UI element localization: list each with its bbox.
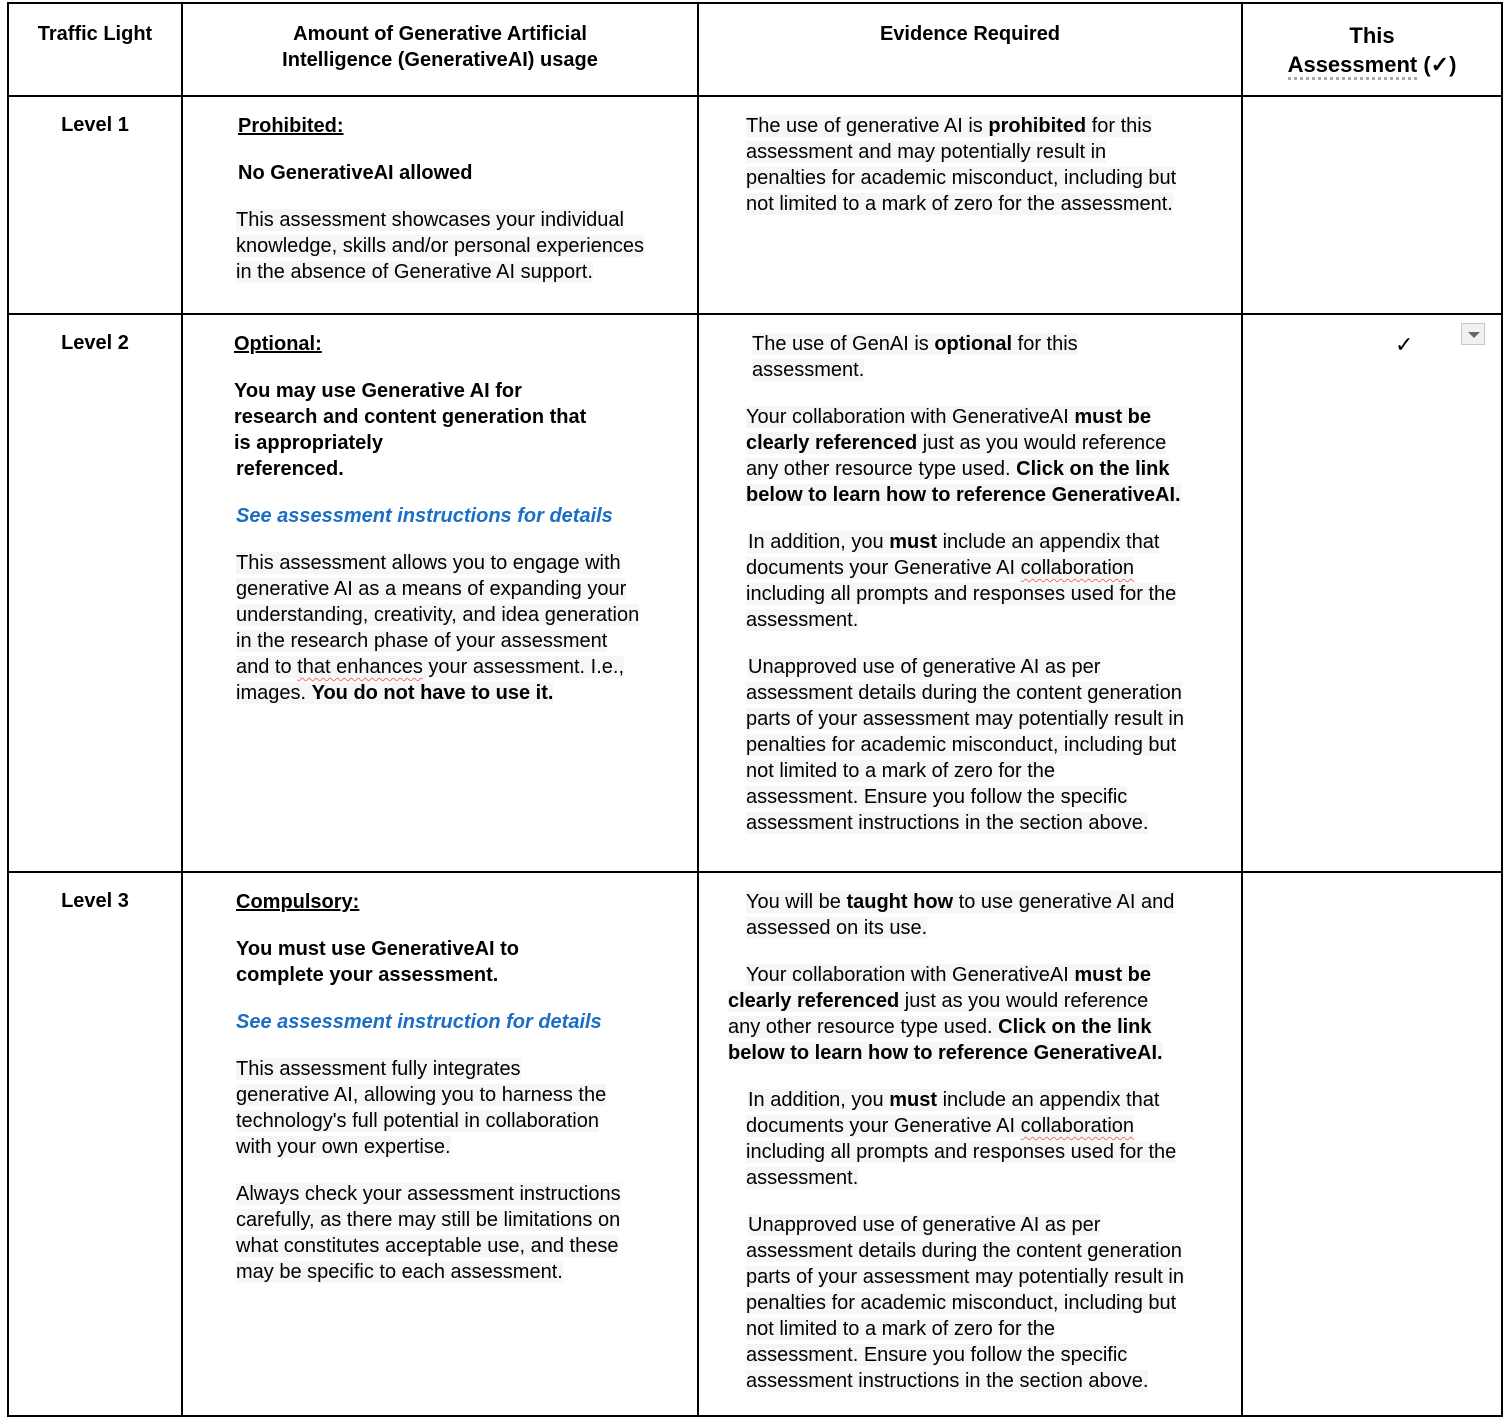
level-2-label: Level 2 [8, 314, 182, 872]
level-1-amount [182, 96, 698, 314]
level-3-row [8, 872, 1502, 1416]
level-1-check-cell[interactable] [1242, 96, 1502, 314]
optional-subtitle: You may use Generative AI for research and content generation that is appropriately referenced. [234, 380, 587, 480]
header-row [8, 3, 1502, 96]
level-2-amount [182, 314, 698, 872]
level-1-evidence: The use of generative AI is prohibited for this assessment and may potentially result in penalties for academic misconduct, including but not limited to a mark of zero for the assessment. [698, 96, 1242, 314]
optional-instructions-link[interactable]: See assessment instructions for details [236, 505, 613, 527]
compulsory-caution: Always check your assessment instructions carefully, as there may still be limitations on what constitutes acceptable use, and these may be specific to each assessment. [236, 1183, 621, 1283]
compulsory-description: This assessment fully integrates generative AI, allowing you to harness the technology's full potential in collaboration with your own expertise. [236, 1058, 607, 1158]
header-evidence: Evidence Required [698, 3, 1242, 96]
check-mark: ✓ [1395, 332, 1414, 357]
level-3-amount [182, 872, 698, 1416]
prohibited-subtitle: No GenerativeAI allowed [238, 162, 473, 184]
compulsory-instructions-link[interactable]: See assessment instruction for details [236, 1011, 602, 1033]
level-2-check-cell[interactable] [1242, 314, 1502, 872]
level-3-evidence: You will be taught how to use generative AI and assessed on its use. Your collaboration with GenerativeAI must be clearly referenced just as you would reference any other resource type used. Click on the link below to learn how to reference GenerativeAI. In addition, you must include an appendix that documents your Generative AI collaboration including all prompts and responses used for the assessment. Unapproved use of generative AI as per assessment details during the content generation parts of your assessment may potentially result in penalties for academic misconduct, including but not limited to a mark of zero for the assessment. Ensure you follow the specific assessment instructions in the section above. [698, 872, 1242, 1416]
level-3-check-cell[interactable] [1242, 872, 1502, 1416]
compulsory-subtitle: You must use GenerativeAI to complete your assessment. [236, 938, 520, 986]
header-traffic-light: Traffic Light [8, 3, 182, 96]
level-1-label: Level 1 [8, 96, 182, 314]
level-1-row [8, 96, 1502, 314]
prohibited-title: Prohibited: [238, 115, 344, 137]
level-3-label: Level 3 [8, 872, 182, 1416]
header-this-assessment: This Assessment (✓) [1242, 3, 1502, 96]
header-amount: Amount of Generative Artificial Intelligence (GenerativeAI) usage [182, 3, 698, 96]
optional-title: Optional: [234, 333, 322, 355]
optional-description: This assessment allows you to engage with generative AI as a means of expanding your understanding, creativity, and idea generation in the research phase of your assessment and to that enhances your assessment. I.e., images. You do not have to use it. [236, 552, 640, 704]
dropdown-arrow-icon[interactable] [1461, 323, 1485, 345]
ai-usage-table [7, 2, 1503, 1417]
level-2-evidence: The use of GenAI is optional for this assessment. Your collaboration with GenerativeAI must be clearly referenced just as you would reference any other resource type used. Click on the link below to learn how to reference GenerativeAI. In addition, you must include an appendix that documents your Generative AI collaboration including all prompts and responses used for the assessment. Unapproved use of generative AI as per assessment details during the content generation parts of your assessment may potentially result in penalties for academic misconduct, including but not limited to a mark of zero for the assessment. Ensure you follow the specific assessment instructions in the section above. [698, 314, 1242, 872]
prohibited-description: This assessment showcases your individual knowledge, skills and/or personal experiences in the absence of Generative AI support. [236, 209, 645, 283]
level-2-row [8, 314, 1502, 872]
compulsory-title: Compulsory: [236, 891, 360, 913]
